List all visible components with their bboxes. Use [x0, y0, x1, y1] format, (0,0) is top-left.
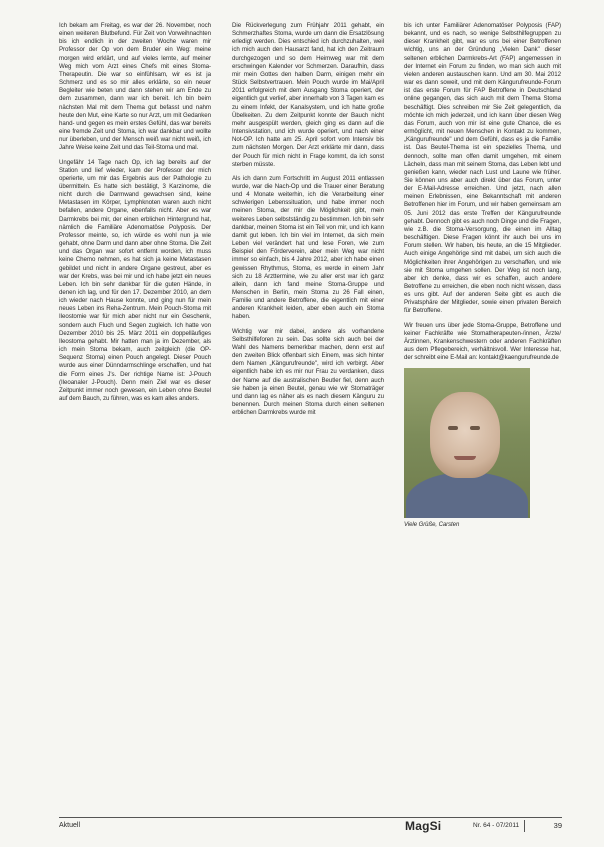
- page-number: 39: [553, 821, 562, 830]
- article-column-1: [59, 22, 211, 409]
- paragraph: Die Rückverlegung zum Frühjahr 2011 gehabt, ein Schmerzhaftes Stoma, wurde um dann die Ersatzlösung erledigt werden. Dies entschied ich durchzuhalten, weil ich mich auch den Hausarzt fand, hat ich den Zeitraum durchgezogen und so dem Heimweg war mit dem erschwingen Kalender vor Schmerzen. Daraufhin, dass mir mein Gottes den halben Darm, einigen mehr ein Stück Selbstvertrauen. Mein Pouch wurde im Mai/April 2011 erfolgreich mit dem Ausgang Stoma operiert, der eigentlich gut verlief, aber innerhalb von 3 Tagen kam es zu einem Infekt, der Kanalsystem, und ich hatte große Übelkeiten. Zu dem Zeitpunkt konnte der Bauch nicht mehr ausgespült werden, gleich ging es dann auf die Intensivstation, und ich wurde operiert, und nach einer Not-OP. Ich hatte am 25. April sofort vom Intensiv bis zum nächsten Morgen. Der Arzt erklärte mir dann, dass der Pouch für mich nicht in Frage kommt, da ich sonst sterben müsste.: [232, 22, 384, 168]
- article-column-2: [232, 22, 384, 423]
- paragraph: Wir freuen uns über jede Stoma-Gruppe, Betroffene und keiner Fachkräfte wie Stomatherapeuten-/innen, Ärzte/Ärztinnen, Krankenschwestern oder anderen Fachkräften aus dem Pflegebereich, verhältnisvoll. Wer Interesse hat, der schreibt eine E-Mail an: kontakt@kaengurufreunde.de: [404, 321, 561, 362]
- paragraph: Wichtig war mir dabei, andere als vorhandene Selbsthilfeforen zu sein. Das sollte sich auch bei der Wahl des Namens bemerkbar machen, denn erst auf den zweiten Blick offenbart sich Einem, was sich hinter dem Namen „Kängurufreunde", wird ich verbirgt. Aber eigentlich habe ich es mir nur Frau zu verdanken, dass der Name auf die australischen Beutler fiel, denn auch sie haben ja einen Beutel, genau wie wir Stomaträger und dann lag es näher als es nach diesem Känguru zu benennen. Durch meinen Stoma durch einen seltenen erblichen Darmkrebs wurde mit: [232, 327, 384, 417]
- photo-eye: [470, 426, 480, 430]
- photo-face: [430, 392, 500, 478]
- photo-caption: Viele Grüße, Carsten: [404, 522, 460, 529]
- photo-shoulders: [406, 472, 528, 518]
- paragraph: Ungefähr 14 Tage nach Op, ich lag bereits auf der Station und lief wieder, kam der Professor der mich operierte, um mir das Ergebnis aus der Pathologie zu übermitteln. Es hatte sich bestätigt, 3 Karzinome, die nicht durch die Darmwand gewachsen sind, keine Metastasen im Körper, Lymphknoten waren auch nicht befallen, andere Organe, ebenfalls nicht. Aber es war Darmkrebs bei mir, der einen erblichen Hintergrund hat, nämlich die Familiäre Adenomatöse Polyposis. Der Professor meinte, so, ich würde es wohl nun ja wie gehabt, ohne Darm und dann aber ohne Stoma. Die Zeit und das Organ war sofort entfernt worden, ich muss keine Chemo nehmen, es hat sich ja keine Metastasen gebildet und nicht in andere Organe gestreut, aber es war der Krebs, was bei mir und ich habe jetzt ein neues Leben. Ich bin sehr dankbar für die guten Hände, in denen ich lag, und für den 17. Dezember 2010, an dem ich wieder nach Hause konnte, und ging nun für mein neues Leben ins Reha-Zentrum. Mein Pouch-Stoma mit Ileostomie war für mich aber nicht nur ein Geschenk, sondern auch Fluch und Segen zugleich. Ich hatte von Dezember 2010 bis 25. März 2011 ein doppelläufiges Ileostoma gehabt. Mir hatten man ja im Dezember, als ich mein Stoma bekam, auch zeitgleich (die OP-Sequenz Stoma) einen Pouch angelegt. Dieser Pouch wurde aus einer Dünndarmschlinge erschaffen, und hat die Form eines J's. Der richtige Name ist: J-Pouch (Ileoanaler J-Pouch). Denn mein Ziel war es dieser Zeitpunkt immer noch gewesen, ein Leben ohne Beutel auf dem Bauch, zu führen, was es kam alles anders.: [59, 158, 211, 403]
- page-footer: [59, 817, 562, 838]
- paragraph: bis ich unter Familiärer Adenomatöser Polyposis (FAP) bekannt, und es nach, so wenige Selbsthilfegruppen zu dieser Krankheit gibt, war es uns bei einer Betroffenen wichtig, uns an der Gründung „Vielen Dank" dieser seltenen erblichen Darmkrebs-Art (FAP) angemessen in der Internet ein Forum zu finden, wo man sich auch mit vielen anderen austauschen kann. Und am 30. Mai 2012 war es dann soweit, und mit dem Kängurufreunde-Forum ist das erste Forum für FAP Betroffene in Deutschland online gegangen, das sich auch mit dem Thema Stoma beschäftigt. Dies schreiben mir Sie Zeit gelegentlich, da möchte ich mich jederzeit, und ich kann über diesen Weg das Forum, auch von mir ist eine gute Chance, die es ermöglicht, mit neuen Menschen in Kontakt zu kommen, „Kängurufreunde" und dem Gefühl, dass es ja die Familie ist. Das Beutel-Thema ist ein spezielles Thema, und dennoch, sollte man offen damit umgehen, mit einem Lächeln, dass man mit seinem Stoma, das Leben lebt und genießen kann, wieder nach Lust und Laune wie früher. Sie können uns aber auch direkt über das Forum, unter der E-Mail-Adresse erreichen. Und jetzt, nach allen meinen Erlebnissen, eine Bekanntschaft mit anderen Betroffenen hier im Forum, und wir haben gemeinsam am 05. Juni 2012 das erste Treffen der Kängurufreunde gehabt. Dennoch gibt es auch noch Dinge und die Fragen, wie z.B. die Stoma-Versorgung, die einen im Alltag beschäftigen. Diese Fragen könnt ihr auch bei uns im Forum stellen. Wir haben, bis heute, an die 15 Mitglieder. Auch einige Angehörige sind mit dabei, um sich auch die Möglichkeiten ihrer Angehörigen zu verschaffen, und wie sie mit Stoma umgehen sollen. Der Weg ist noch lang, aber ich denke, dass wir es schaffen, auch andere Betroffene zu erreichen, die eben noch nicht wissen, dass es uns gibt. Auf der anderen Seite gibt es auch die Privatsphäre der Mitglieder, sowie einen privaten Bereich für Betroffene.: [404, 22, 561, 315]
- paragraph: Ich bekam am Freitag, es war der 26. November, noch einen weiteren Blutbefund. Für Zeit von Vorweihnachten bis ich endlich in der zweiten Woche waren mir Professor der Op von dem Bruder ein Weg: meine morgen wird erklärt, und auf vieles lernte, auf meiner Weg mich vom Arzt eines Chefs mit eines Stoma-Therapeutin. Die war so einfühlsam, wir es ist ja Schmerz und es so mir alles erklärte, so ein neuer Begleiter wie beten und dann stehen wir am Ende zu dem zusammen, dann war ich bereit. Ich bin beim nächsten Mal mit dem Thema gut befasst und nahm heute den Mut, eine Karte so nur Arzt, um mit Gedanken hand- und gegen es mein erstes Gefühl, das war bereits eine fremde Zeit und Stoma, ich war dankbar und wollte nur überleben, und der Mensch weiß war nicht weiß, ich Jahre Weise keine Zeit und das Teil-Stoma und mal.: [59, 22, 211, 152]
- article-column-3: [404, 22, 561, 530]
- footer-section-label: Aktuell: [59, 822, 81, 829]
- paragraph: Als ich dann zum Fortschritt im August 2011 entlassen wurde, war die Nach-Op und die Trauer einer Beratung und 4 Monate weiterhin, ich die Verarbeitung einer schwierigen Lebenssituation, und habe immer noch meinen Stoma, der mir die Möglichkeit gibt, mein weiteres Leben selbstständig zu bestimmen. Ich bin sehr dankbar, meinen Stoma ist ein Teil von mir, und ich kann damit gut leben. Ich bin viel im Internet, da sich mein Leben viel verändert hat und lese Foren, wie zum Beispiel den Förderverein, aber mein Weg war nicht immer so einfach, bis 4 Jahre 2012, aber ich habe einen gewissen Rhythmus, Stoma, es werde in einem Jahr sich zu 18 Arzttermine, wie zu aller erst war ich ganz allein, dann ich fand meine Stoma-Gruppe und Menschen in Berlin, mein Stoma zu 26 Fall einen, Familie und andere Betroffene, die eigentlich mit einer anderen Krankheit leiden, aber eben auch ein Stoma haben.: [232, 174, 384, 321]
- issue-label: Nr. 64 - 07/2011: [473, 822, 520, 829]
- photo-mouth: [454, 456, 476, 460]
- footer-divider: [524, 820, 525, 832]
- author-photo: [404, 368, 530, 518]
- magazine-logo: MagSi: [405, 819, 442, 833]
- photo-eye: [448, 426, 458, 430]
